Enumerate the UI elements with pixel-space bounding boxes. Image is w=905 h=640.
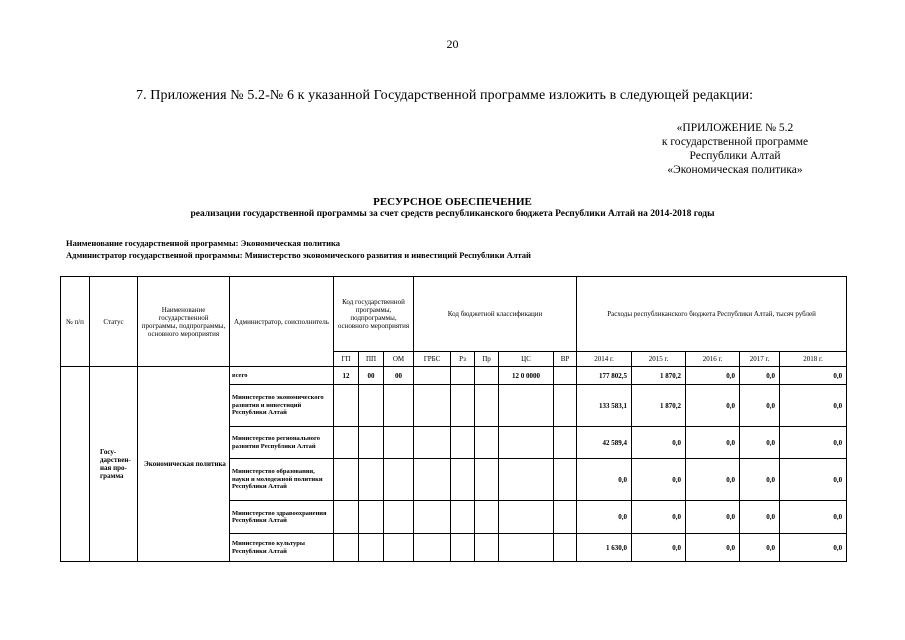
subheader-2017: 2017 г. <box>740 352 780 367</box>
cell-vr <box>554 427 577 459</box>
cell-2015: 1 870,2 <box>632 385 686 427</box>
cell-gp <box>334 501 359 534</box>
cell-pr <box>475 459 499 501</box>
appendix-line-4: «Экономическая политика» <box>667 164 803 176</box>
subheader-vr: ВР <box>554 352 577 367</box>
header-name: Наименование государственной программы, подпрограммы, основного мероприятия <box>138 277 230 367</box>
subheader-gp: ГП <box>334 352 359 367</box>
cell-2014: 0,0 <box>577 459 632 501</box>
cell-pr <box>475 501 499 534</box>
cell-cs <box>499 385 554 427</box>
cell-admin: всего <box>230 367 334 385</box>
cell-om <box>384 385 414 427</box>
cell-pp <box>359 385 384 427</box>
cell-2015: 0,0 <box>632 427 686 459</box>
header-admin: Администратор, соисполнитель <box>230 277 334 367</box>
cell-vr <box>554 385 577 427</box>
cell-om <box>384 501 414 534</box>
program-name: Наименование государственной программы: Экономическая политика <box>66 238 341 248</box>
cell-vr <box>554 534 577 562</box>
cell-pp <box>359 427 384 459</box>
cell-2017: 0,0 <box>740 501 780 534</box>
cell-2014: 177 802,5 <box>577 367 632 385</box>
cell-2015: 1 870,2 <box>632 367 686 385</box>
cell-2016: 0,0 <box>686 427 740 459</box>
cell-rz <box>451 427 475 459</box>
appendix-line-2: к государственной программе <box>661 136 809 148</box>
page-number: 20 <box>446 37 459 51</box>
cell-pr <box>475 385 499 427</box>
cell-pp <box>359 501 384 534</box>
cell-cs <box>499 534 554 562</box>
cell-pr <box>475 367 499 385</box>
program-administrator: Администратор государственной программы: Министерство экономического развития и инвестиций Республики Алтай <box>66 250 531 260</box>
cell-2014: 42 589,4 <box>577 427 632 459</box>
cell-rz <box>451 459 475 501</box>
cell-vr <box>554 501 577 534</box>
subheader-2014: 2014 г. <box>577 352 632 367</box>
cell-2015: 0,0 <box>632 459 686 501</box>
header-status: Статус <box>90 277 138 367</box>
cell-2015: 0,0 <box>632 534 686 562</box>
cell-pp <box>359 459 384 501</box>
appendix-header <box>610 121 860 177</box>
cell-2018: 0,0 <box>780 459 847 501</box>
document-title: РЕСУРСНОЕ ОБЕСПЕЧЕНИЕ <box>373 196 532 208</box>
subheader-pp: ПП <box>359 352 384 367</box>
cell-2017: 0,0 <box>740 459 780 501</box>
cell-2014: 1 630,0 <box>577 534 632 562</box>
cell-admin: Министерство здравоохранения Республики Алтай <box>230 501 334 534</box>
intro-text: 7. Приложения № 5.2-№ 6 к указанной Государственной программе изложить в следующей редакции: <box>136 88 754 103</box>
subheader-cs: ЦС <box>499 352 554 367</box>
cell-2016: 0,0 <box>686 367 740 385</box>
cell-grbs <box>414 385 451 427</box>
table-row <box>61 367 847 385</box>
cell-pr <box>475 534 499 562</box>
cell-2016: 0,0 <box>686 501 740 534</box>
header-budget-code: Код бюджетной классификации <box>414 277 577 352</box>
cell-cs: 12 0 0000 <box>499 367 554 385</box>
cell-gp <box>334 385 359 427</box>
cell-2017: 0,0 <box>740 427 780 459</box>
subheader-pr: Пр <box>475 352 499 367</box>
cell-pp <box>359 534 384 562</box>
cell-admin: Министерство образования, науки и молодежной политики Республики Алтай <box>230 459 334 501</box>
cell-rz <box>451 501 475 534</box>
cell-2016: 0,0 <box>686 459 740 501</box>
subheader-om: ОМ <box>384 352 414 367</box>
subheader-grbs: ГРБС <box>414 352 451 367</box>
cell-2017: 0,0 <box>740 367 780 385</box>
resource-table <box>60 276 847 562</box>
subheader-rz: Рз <box>451 352 475 367</box>
cell-rz <box>451 534 475 562</box>
cell-program-name: Экономическая политика <box>138 367 230 562</box>
appendix-line-3: Республики Алтай <box>689 150 781 162</box>
cell-pr <box>475 427 499 459</box>
cell-2018: 0,0 <box>780 367 847 385</box>
cell-2014: 133 583,1 <box>577 385 632 427</box>
cell-2018: 0,0 <box>780 534 847 562</box>
cell-rz <box>451 367 475 385</box>
cell-num <box>61 367 90 562</box>
header-num: № п/п <box>61 277 90 367</box>
cell-cs <box>499 459 554 501</box>
appendix-line-1: «ПРИЛОЖЕНИЕ № 5.2 <box>676 122 794 134</box>
cell-grbs <box>414 427 451 459</box>
subheader-2015: 2015 г. <box>632 352 686 367</box>
cell-2018: 0,0 <box>780 501 847 534</box>
cell-grbs <box>414 459 451 501</box>
cell-cs <box>499 501 554 534</box>
cell-om <box>384 459 414 501</box>
cell-gp: 12 <box>334 367 359 385</box>
cell-om <box>384 427 414 459</box>
cell-2017: 0,0 <box>740 385 780 427</box>
cell-2014: 0,0 <box>577 501 632 534</box>
cell-rz <box>451 385 475 427</box>
cell-2018: 0,0 <box>780 427 847 459</box>
cell-admin: Министерство экономического развития и инвестиций Республики Алтай <box>230 385 334 427</box>
header-expenses: Расходы республиканского бюджета Республики Алтай, тысяч рублей <box>577 277 847 352</box>
document-subtitle: реализации государственной программы за счет средств республиканского бюджета Республики Алтай на 2014-2018 годы <box>190 209 715 219</box>
cell-gp <box>334 459 359 501</box>
cell-vr <box>554 367 577 385</box>
cell-2016: 0,0 <box>686 534 740 562</box>
cell-om: 00 <box>384 367 414 385</box>
cell-gp <box>334 427 359 459</box>
cell-pp: 00 <box>359 367 384 385</box>
subheader-2018: 2018 г. <box>780 352 847 367</box>
cell-2018: 0,0 <box>780 385 847 427</box>
cell-gp <box>334 534 359 562</box>
cell-2015: 0,0 <box>632 501 686 534</box>
cell-status: Госу-дарствен-ная про-грамма <box>90 367 138 562</box>
cell-2016: 0,0 <box>686 385 740 427</box>
subheader-2016: 2016 г. <box>686 352 740 367</box>
header-code: Код государственной программы, подпрограммы, основного мероприятия <box>334 277 414 352</box>
cell-grbs <box>414 501 451 534</box>
cell-admin: Министерство регионального развития Республики Алтай <box>230 427 334 459</box>
cell-cs <box>499 427 554 459</box>
cell-admin: Министерство культуры Республики Алтай <box>230 534 334 562</box>
cell-2017: 0,0 <box>740 534 780 562</box>
table-header-row <box>61 277 847 352</box>
cell-vr <box>554 459 577 501</box>
cell-grbs <box>414 534 451 562</box>
cell-om <box>384 534 414 562</box>
cell-grbs <box>414 367 451 385</box>
